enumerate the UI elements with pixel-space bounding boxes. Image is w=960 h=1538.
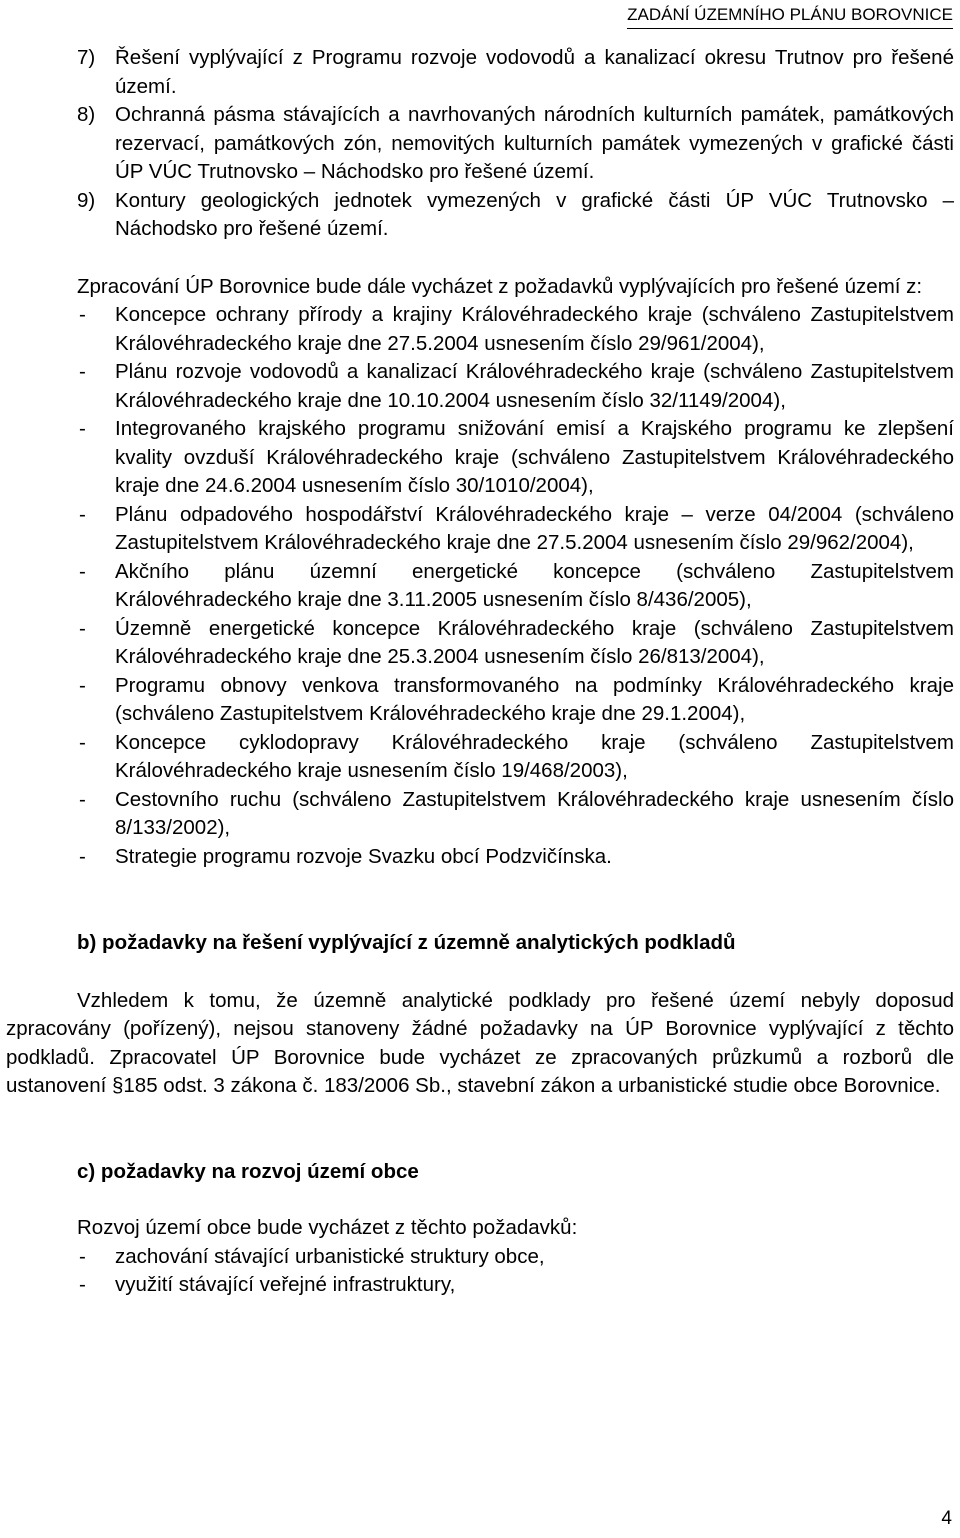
requirement-text: Programu obnovy venkova transformovaného na podmínky Královéhradeckého kraje (schváleno Zastupitelstvem Královéhradeckého kraje dne 29.1.2004),	[115, 673, 954, 725]
dash-marker: -	[79, 616, 86, 640]
dash-marker: -	[79, 303, 86, 326]
development-text: využití stávající veřejné infrastruktury,	[115, 1273, 456, 1296]
dash-marker: -	[79, 502, 86, 526]
requirement-text: Integrovaného krajského programu snižování emisí a Krajského programu ke zlepšení kvality ovzduší Královéhradeckého kraje (schváleno Zastupitelstvem Královéhradeckého kraje dne 24.6.2004 usnesením číslo 30/1010/2004),	[115, 417, 954, 497]
requirement-item	[6, 358, 954, 415]
numbered-list	[6, 44, 954, 244]
requirement-item	[6, 672, 954, 729]
development-list	[6, 1243, 954, 1300]
dash-marker: -	[79, 1244, 86, 1268]
requirement-text: Cestovního ruchu (schváleno Zastupitelstvem Královéhradeckého kraje usnesením číslo 8/133/2002),	[115, 787, 954, 839]
requirement-item	[6, 301, 954, 358]
dash-marker: -	[79, 787, 86, 811]
dash-marker: -	[79, 673, 86, 697]
section-c-intro: Rozvoj území obce bude vycházet z těchto požadavků:	[77, 1216, 578, 1239]
requirement-item	[6, 501, 954, 558]
section-b-paragraph: Vzhledem k tomu, že územně analytické podklady pro řešené území nebyly doposud zpracovány (pořízený), nejsou stanoveny žádné požadavky na ÚP Borovnice vyplývající z těchto podkladů. Zpracovatel ÚP Borovnice bude vycházet ze zpracovaných průzkumů a rozborů dle ustanovení §185 odst. 3 zákona č. 183/2006 Sb., stavební zákon a urbanistické studie obce Borovnice.	[6, 988, 954, 1097]
development-item	[6, 1243, 954, 1272]
running-header: ZADÁNÍ ÚZEMNÍHO PLÁNU BOROVNICE	[627, 4, 953, 29]
page-number: 4	[941, 1508, 952, 1529]
requirement-text: Plánu odpadového hospodářství Královéhradeckého kraje – verze 04/2004 (schváleno Zastupitelstvem Královéhradeckého kraje dne 27.5.2004 usnesením číslo 29/962/2004),	[115, 502, 954, 554]
page-content	[6, 44, 954, 1300]
numbered-item	[6, 187, 954, 244]
requirement-item	[6, 729, 954, 786]
requirement-item	[6, 558, 954, 615]
numbered-item	[6, 101, 954, 187]
requirements-intro: Zpracování ÚP Borovnice bude dále vycházet z požadavků vyplývajících pro řešené území z:	[77, 274, 923, 298]
item-text: Ochranná pásma stávajících a navrhovaných národních kulturních památek, památkových rezervací, památkových zón, nemovitých kulturních památek vymezených v grafické části ÚP VÚC Trutnovsko – Náchodsko pro řešené území.	[115, 103, 954, 183]
requirement-item	[6, 615, 954, 672]
requirement-text: Plánu rozvoje vodovodů a kanalizací Královéhradeckého kraje (schváleno Zastupitelstvem Královéhradeckého kraje dne 10.10.2004 usnesením číslo 32/1149/2004),	[115, 360, 954, 412]
dash-marker: -	[79, 360, 86, 383]
requirement-item	[6, 415, 954, 501]
section-b-heading: b) požadavky na řešení vyplývající z územně analytických podkladů	[77, 931, 736, 954]
item-text: Kontury geologických jednotek vymezených v grafické části ÚP VÚC Trutnovsko – Náchodsko pro řešené území.	[115, 188, 954, 240]
requirement-text: Územně energetické koncepce Královéhradeckého kraje (schváleno Zastupitelstvem Královéhradeckého kraje dne 25.3.2004 usnesením číslo 26/813/2004),	[115, 616, 954, 668]
requirement-text: Koncepce cyklodopravy Královéhradeckého kraje (schváleno Zastupitelstvem Královéhradeckého kraje usnesením číslo 19/468/2003),	[115, 730, 954, 782]
requirement-item	[6, 843, 954, 872]
requirement-text: Akčního plánu územní energetické koncepce (schváleno Zastupitelstvem Královéhradeckého kraje dne 3.11.2005 usnesením číslo 8/436/2005),	[115, 559, 954, 611]
item-text: Řešení vyplývající z Programu rozvoje vodovodů a kanalizací okresu Trutnov pro řešené území.	[115, 46, 954, 98]
dash-marker: -	[79, 417, 86, 440]
numbered-item	[6, 44, 954, 101]
dash-marker: -	[79, 559, 86, 583]
dash-marker: -	[79, 844, 86, 868]
development-item	[6, 1271, 954, 1300]
requirement-text: Koncepce ochrany přírody a krajiny Královéhradeckého kraje (schváleno Zastupitelstvem Královéhradeckého kraje dne 27.5.2004 usnesením číslo 29/961/2004),	[115, 303, 954, 355]
requirements-list	[6, 301, 954, 871]
item-number: 9)	[77, 188, 96, 212]
dash-marker: -	[79, 1273, 86, 1296]
requirement-text: Strategie programu rozvoje Svazku obcí Podzvičínska.	[115, 844, 612, 868]
item-number: 7)	[77, 46, 96, 69]
development-text: zachování stávající urbanistické struktury obce,	[115, 1244, 545, 1268]
dash-marker: -	[79, 730, 86, 754]
section-c-heading: c) požadavky na rozvoj území obce	[77, 1159, 419, 1183]
item-number: 8)	[77, 103, 96, 126]
requirement-item	[6, 786, 954, 843]
